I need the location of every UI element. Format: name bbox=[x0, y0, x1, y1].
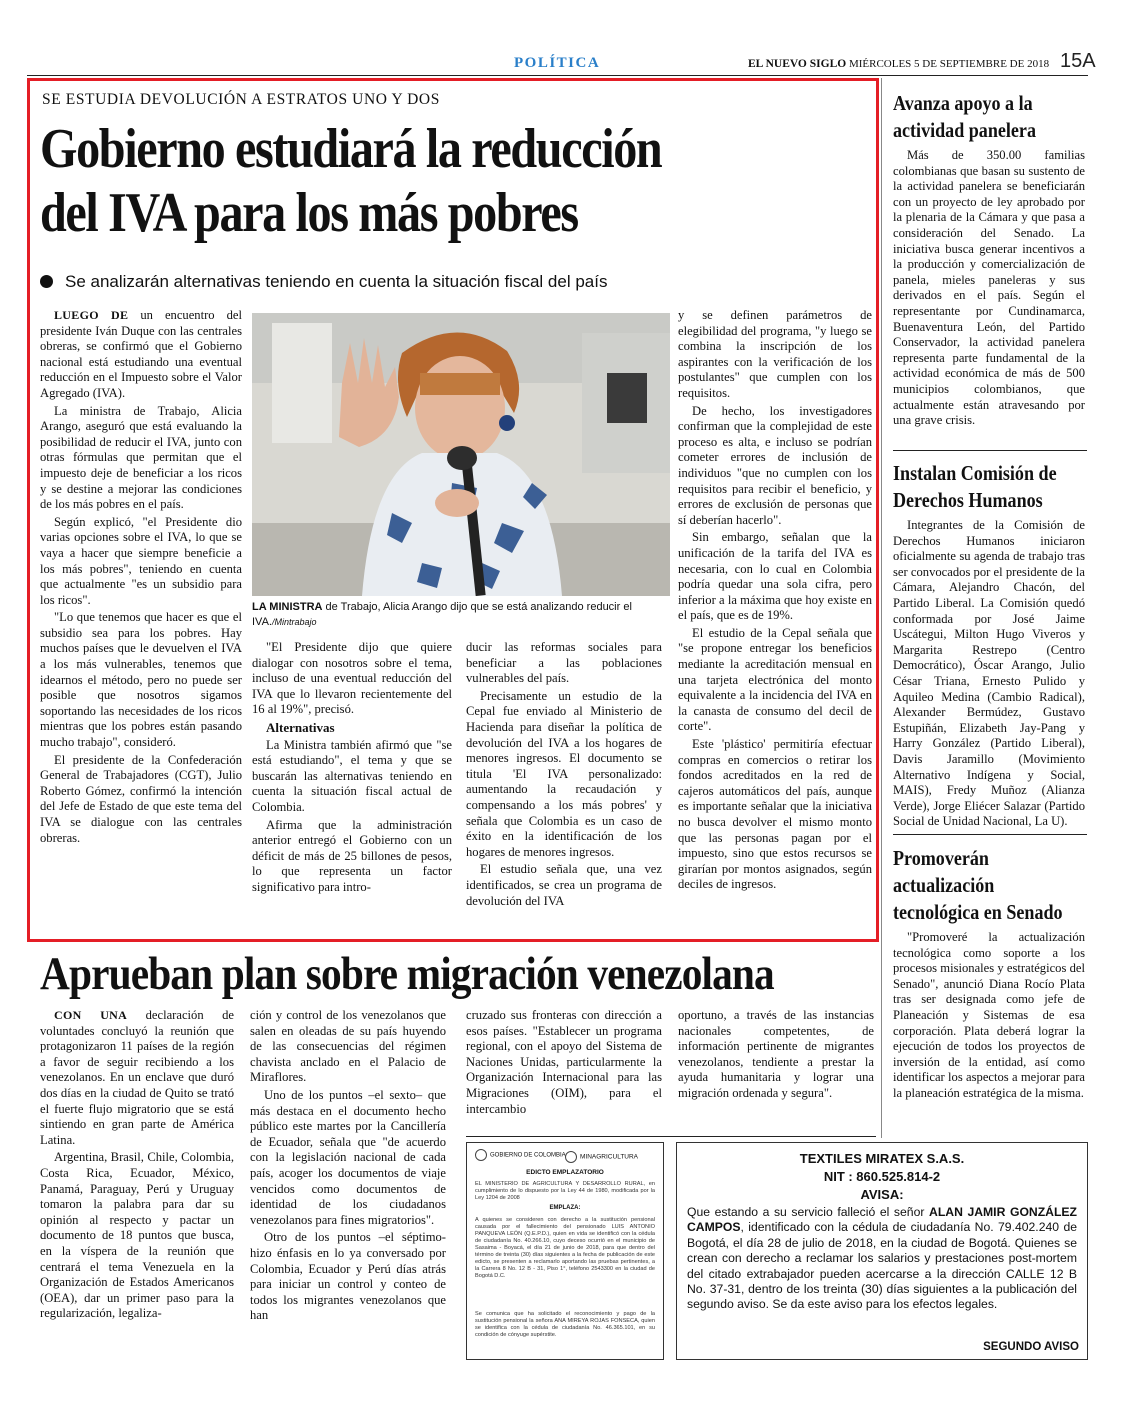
minagricultura-logo bbox=[565, 1151, 638, 1163]
edicto-title: EDICTO EMPLAZATORIO bbox=[526, 1169, 604, 1176]
caption-text: de Trabajo, Alicia Arango dijo que se está analizando reducir el IVA. bbox=[252, 601, 632, 628]
paragraph: La Ministra también afirmó que "se está estudiando", el tema y que se buscarán las alternativas teniendo en cuenta la situación fiscal actual de Colombia. bbox=[252, 737, 452, 814]
sidebar-title-2-line2: Derechos Humanos bbox=[893, 488, 1043, 512]
sidebar-title-2-line1: Instalan Comisión de bbox=[893, 461, 1057, 485]
miratex-company: TEXTILES MIRATEX S.A.S. bbox=[799, 1151, 965, 1166]
miratex-avisa: AVISA: bbox=[860, 1187, 904, 1202]
paragraph: El presidente de la Confederación General de Trabajadores (CGT), Julio Roberto Gómez, confirmó la intención del Jefe de Estado de que este tema del IVA se dialogue con las centrales obreras. bbox=[40, 752, 242, 845]
sidebar-title-3-line2: actualización bbox=[893, 873, 995, 897]
shield-icon bbox=[475, 1149, 487, 1161]
caption-lead: LA MINISTRA bbox=[252, 601, 323, 613]
miratex-nit: NIT : 860.525.814-2 bbox=[823, 1169, 941, 1184]
main-subhead-text: Se analizarán alternativas teniendo en cuenta la situación fiscal del país bbox=[65, 272, 608, 291]
paragraph-lead: LUEGO DE bbox=[54, 308, 129, 322]
second-story-rule bbox=[466, 1136, 876, 1137]
sidebar-title-1-line1: Avanza apoyo a la bbox=[893, 91, 1033, 115]
subsection-heading: Alternativas bbox=[266, 719, 335, 735]
sidebar-title-1 bbox=[893, 90, 1036, 144]
sidebar-title-3-line1: Promoverán bbox=[893, 846, 989, 870]
bullet-icon bbox=[40, 275, 53, 288]
paragraph-text: y se definen parámetros de elegibilidad del programa, "y luego se combina la inscripción de los aspirantes con la verificación de los postulantes" que cumplen con los requisitos. bbox=[678, 308, 872, 400]
edicto-emplaza: EMPLAZA: bbox=[549, 1205, 581, 1211]
miratex-ad bbox=[676, 1142, 1088, 1360]
page-number: 15A bbox=[1060, 50, 1096, 72]
miratex-body-1: Que estando a su servicio falleció el señor bbox=[687, 1205, 930, 1219]
paragraph-text: oportuno, a través de las instancias nacionales competentes, de información pertinente de migrantes venezolanos, tendiente a prestar la ayuda humanitaria y lograr una migración ordenada y segura". bbox=[678, 1008, 874, 1100]
paragraph bbox=[466, 1008, 662, 1117]
main-subhead bbox=[40, 272, 607, 292]
paragraph: Argentina, Brasil, Chile, Colombia, Costa Rica, Ecuador, México, Panamá, Paraguay, Perú y Uruguay tomaron la palabra para dar su opinión al respecto y pactar un documento de 18 puntos que busca, en la víspera de la reunión que centrará el tema Venezuela en la Organización de Estados Americanos (OEA), dar un primer paso para la regularización, legaliza- bbox=[40, 1150, 234, 1321]
paragraph bbox=[40, 308, 242, 402]
paragraph: Otro de los puntos –el séptimo- hizo énfasis en lo ya conversado por Colombia, Ecuador y Perú días atrás para iniciar un control y conteo de todos los migrantes venezolanos que han bbox=[250, 1230, 446, 1323]
paragraph: Sin embargo, señalan que la unificación de la tarifa del IVA es necesaria, con lo cual en Colombia podría quedar una sola cifra, pero inferior a la máxima que hoy existe en el país, que es de 19%. bbox=[678, 530, 872, 623]
caption-credit: /Mintrabajo bbox=[271, 617, 317, 627]
miratex-body bbox=[687, 1205, 1077, 1313]
paragraph: El estudio señala que, una vez identificados, se crea un programa de devolución del IVA bbox=[466, 862, 662, 908]
edicto-paragraph-1: EL MINISTERIO DE AGRICULTURA Y DESARROLLO RURAL, en cumplimiento de lo dispuesto por la Ley 44 de 1980, modificada por la Ley 1204 de 2008 bbox=[475, 1181, 655, 1201]
sidebar-title-3 bbox=[893, 845, 1063, 926]
page-folio bbox=[748, 58, 1049, 70]
main-column-4 bbox=[678, 308, 872, 895]
main-kicker: SE ESTUDIA DEVOLUCIÓN A ESTRATOS UNO Y DOS bbox=[42, 91, 440, 108]
paragraph bbox=[250, 1008, 446, 1086]
minister-photo-image bbox=[252, 313, 670, 596]
paragraph: El estudio de la Cepal señala que "se propone entregar los beneficios mediante la acreditación mensual en una tarjeta electrónica del monto equivalente a la incidencia del IVA en la canasta de consumo del decil de corte". bbox=[678, 625, 872, 734]
paragraph-lead: CON UNA bbox=[54, 1008, 128, 1022]
main-column-3 bbox=[466, 640, 662, 911]
sidebar-divider bbox=[881, 78, 882, 1138]
edicto-paragraph-2: A quienes se consideren con derecho a la sustitución pensional causada por el fallecimiento del pensionado LUIS ANTONIO PANQUEVA LEÓN (Q.E.P.D.), quien en vida se identificó con la cédula de ciudadanía No. 40.266.10, cuyo deceso ocurrió en el municipio de Sasaima - Boyacá, el día 21 de junio de 2018, para que dentro del término de treinta (30) días siguientes a la fecha de publicación de este edicto, se presenten a reclamarlo aportando las pruebas pertinentes, a la Carrera 8 No. 12 B - 31, Piso 1°, teléfono 2543300 en la ciudad de Bogotá D.C. bbox=[475, 1217, 655, 1279]
logo-minagricultura-text: MINAGRICULTURA bbox=[580, 1153, 639, 1161]
sidebar-body-3-text: "Promoveré la actualización tecnológica como soporte a los procesos misionales y estratégicos del Senado", anunció Diana Rocío Plata tras ser designada como jefe de Planeación y Sistemas de esa corporación. Plata deberá lograr la ejecución de todos los proyectos de inversión de la entidad, así como identificar los aspectos a mejorar para la planeación estratégica de la misma. bbox=[893, 930, 1085, 1100]
paragraph-text: declaración de voluntades concluyó la reunión que protagonizaron 11 países de la región a favor de seguir recibiendo a los venezolanos. En un enclave que duró dos días en la ciudad de Quito se trató el fuerte flujo migratorio que se está sintiendo en gran parte de América Latina. bbox=[40, 1008, 235, 1147]
paragraph-text: ducir las reformas sociales para beneficiar a las poblaciones vulnerables del país. bbox=[466, 640, 662, 686]
paragraph: Según explicó, "el Presidente dio varias opciones sobre el IVA, lo que se vaya a hacer que siempre beneficie a los más pobres", teniendo en cuenta que actualmente "es un subsidio para los ricos". bbox=[40, 514, 242, 607]
paragraph bbox=[40, 1008, 234, 1148]
sidebar-body-1 bbox=[893, 148, 1085, 431]
paragraph: Afirma que la administración anterior entregó el Gobierno con un déficit de más de 25 billones de pesos, lo que representa un factor significativo para intro- bbox=[252, 817, 452, 894]
main-column-1 bbox=[40, 308, 242, 848]
main-headline-line1: Gobierno estudiará la reducción bbox=[40, 118, 662, 180]
logo-gobierno-text: GOBIERNO DE COLOMBIA bbox=[490, 1152, 566, 1159]
second-column-2 bbox=[250, 1008, 446, 1326]
sidebar-body-2 bbox=[893, 518, 1085, 832]
sidebar-body-3 bbox=[893, 930, 1085, 1104]
sidebar-title-1-line2: actividad panelera bbox=[893, 118, 1036, 142]
miratex-name: ALAN JAMIR GONZÁLEZ CAMPOS bbox=[687, 1205, 1077, 1235]
second-column-1 bbox=[40, 1008, 234, 1324]
paper-name: EL NUEVO SIGLO bbox=[748, 58, 847, 70]
main-headline bbox=[40, 117, 745, 245]
sidebar-body-1-text: Más de 350.00 familias colombianas que basan su sustento de la actividad panelera se beneficiarán con un proyecto de ley aprobado por la plenaria de la Cámara y que pasa a consideración del Senado. La iniciativa busca generar incentivos a la producción y comercialización de panela, mieles paneleras y sus derivados en el país. Según el representante por Cundinamarca, Buenaventura León, del Partido Conservador, la actividad panelera representa parte fundamental de la actividad económica de más de 500 municipios colombianos, que actualmente están atravesando por una grave crisis. bbox=[893, 148, 1085, 428]
second-column-4 bbox=[678, 1008, 874, 1104]
minister-photo bbox=[252, 313, 670, 596]
paragraph-text: cruzado sus fronteras con dirección a esos países. "Establecer un programa regional, con el apoyo del Sistema de Naciones Unidas, particularmente la Organización Internacional para las Migraciones (OIM), para el intercambio bbox=[466, 1008, 662, 1116]
second-headline: Aprueban plan sobre migración venezolana bbox=[40, 948, 774, 1000]
paragraph: "El Presidente dijo que quiere dialogar con nosotros sobre el tema, incluso de una eventual reducción del IVA que lo llevaron recientemente del 16 al 19%", precisó. bbox=[252, 640, 452, 717]
photo-caption bbox=[252, 600, 672, 630]
paragraph: "Lo que tenemos que hacer es que el subsidio sea para los pobres. Hay muchos países que le devuelven el IVA a los más vulnerables, tenemos que idearnos el método, pero no puede ser posible que nosotros sigamos soportando las necesidades de los ricos mientras que los pobres están pasando mucho trabajo", consideró. bbox=[40, 610, 242, 750]
paragraph bbox=[466, 640, 662, 687]
edicto-paragraph-3: Se comunica que ha solicitado el reconocimiento y pago de la sustitución pensional la señora ANA MIREYA ROJAS FONSECA, quien se identifica con la cédula de ciudadanía No. 46.365.101, en su condición de cónyuge supérstite. bbox=[475, 1311, 655, 1338]
paragraph-text: un encuentro del presidente Iván Duque con las centrales obreras, se confirmó que el Gobierno nacional está estudiando una eventual reducción en el Impuesto sobre el Valor Agregado (IVA). bbox=[40, 308, 242, 400]
sidebar-body-2-text: Integrantes de la Comisión de Derechos Humanos iniciaron oficialmente su agenda de trabajo tras ser convocados por el presidente de la Cámara, Alejandro Chacón, del Partido Liberal. La Comisión quedó conformada por José Jaime Uscátegui, Milton Hugo Viveros y Margarita Restrepo (Centro Democrático), Óscar Arango, Julio César Triana, Ernesto Pulido y Aquileo Medina (Cambio Radical), Alexander Bermúdez, Gustavo Estupiñán, Elizabeth Jay-Pang y Harry González (Partido Liberal), Davis Jaramillo (Movimiento Alternativo Indígena y Social, MAIS), Fredy Muñoz (Alianza Verde), Jorge Eliécer Salazar (Partido Social de Unidad Nacional, La U). bbox=[893, 518, 1085, 829]
sidebar-title-3-line3: tecnológica en Senado bbox=[893, 900, 1063, 924]
paragraph bbox=[678, 308, 872, 402]
edicto-ad bbox=[466, 1142, 664, 1360]
paragraph-text: ción y control de los venezolanos que salen en oleadas de su país huyendo de las consecuencias del régimen chavista anclado en el Palacio de Miraflores. bbox=[250, 1008, 446, 1085]
second-column-3 bbox=[466, 1008, 662, 1119]
miratex-body-2: , identificado con la cédula de ciudadanía No. 79.402.240 de Bogotá, el día 28 de julio de 2018, en la ciudad de Bogotá. Quienes se crean con derecho a reclamar los salarios y prestaciones post-mortem del citado extrabajador pueden acercarse a la dirección CALLE 12 B No. 37-31, dentro de los treinta (30) días siguientes a la publicación del segundo aviso. Se da este aviso para los efectos legales. bbox=[687, 1220, 1077, 1312]
paragraph bbox=[678, 1008, 874, 1102]
header-rule bbox=[27, 75, 1088, 76]
issue-date: MIÉRCOLES 5 DE SEPTIEMBRE DE 2018 bbox=[848, 58, 1050, 70]
seal-icon bbox=[565, 1151, 577, 1163]
miratex-footer: SEGUNDO AVISO bbox=[983, 1341, 1079, 1353]
paragraph: La ministra de Trabajo, Alicia Arango, aseguró que está evaluando la posibilidad de reducir el IVA, junto con otras fórmulas que permitan que el impuesto deje de beneficiar a los ricos y se destine a mejorar las condiciones de los más pobres en el país. bbox=[40, 403, 242, 512]
sidebar-rule-1 bbox=[893, 450, 1087, 451]
paragraph: Uno de los puntos –el sexto– que más destaca en el documento hecho público este martes por la Cancillería de Ecuador, señala que "de acuerdo con la legislación nacional de cada país, acoger los documentos de viaje vencidos como documentos de identidad de los ciudadanos venezolanos para fines migratorios". bbox=[250, 1087, 446, 1227]
gobierno-logo bbox=[475, 1149, 566, 1161]
section-label: POLÍTICA bbox=[514, 55, 601, 71]
paragraph: De hecho, los investigadores confirman que la complejidad de este proceso es alta, e incluso se podrían cometer errores de inclusión de individuos "que no cumplen con los requisitos para recibir el beneficio, y errores de exclusión de personas que sí deberían hacerlo". bbox=[678, 403, 872, 527]
sidebar-title-2 bbox=[893, 460, 1057, 514]
main-column-2 bbox=[252, 640, 452, 898]
sidebar-rule-2 bbox=[893, 834, 1087, 835]
paragraph: Este 'plástico' permitiría efectuar compras en comercios o retirar los fondos acreditados en la red de cajeros automáticos del país, aunque es importante señalar que la iniciativa no busca devolver el mismo monto que las personas pagan por el impuesto, sino que estos recursos se girarían por montos asignados, según deciles de ingresos. bbox=[678, 737, 872, 892]
paragraph: Precisamente un estudio de la Cepal fue enviado al Ministerio de Hacienda para diseñar la política de devolución del IVA a los hogares de menores ingresos. El documento se titula 'El IVA personalizado: aumentando la recaudación y compensando a los más pobres' y señala que Colombia es un caso de éxito en la identificación de los hogares de menores ingresos. bbox=[466, 688, 662, 859]
main-headline-line2: del IVA para los más pobres bbox=[40, 182, 578, 244]
